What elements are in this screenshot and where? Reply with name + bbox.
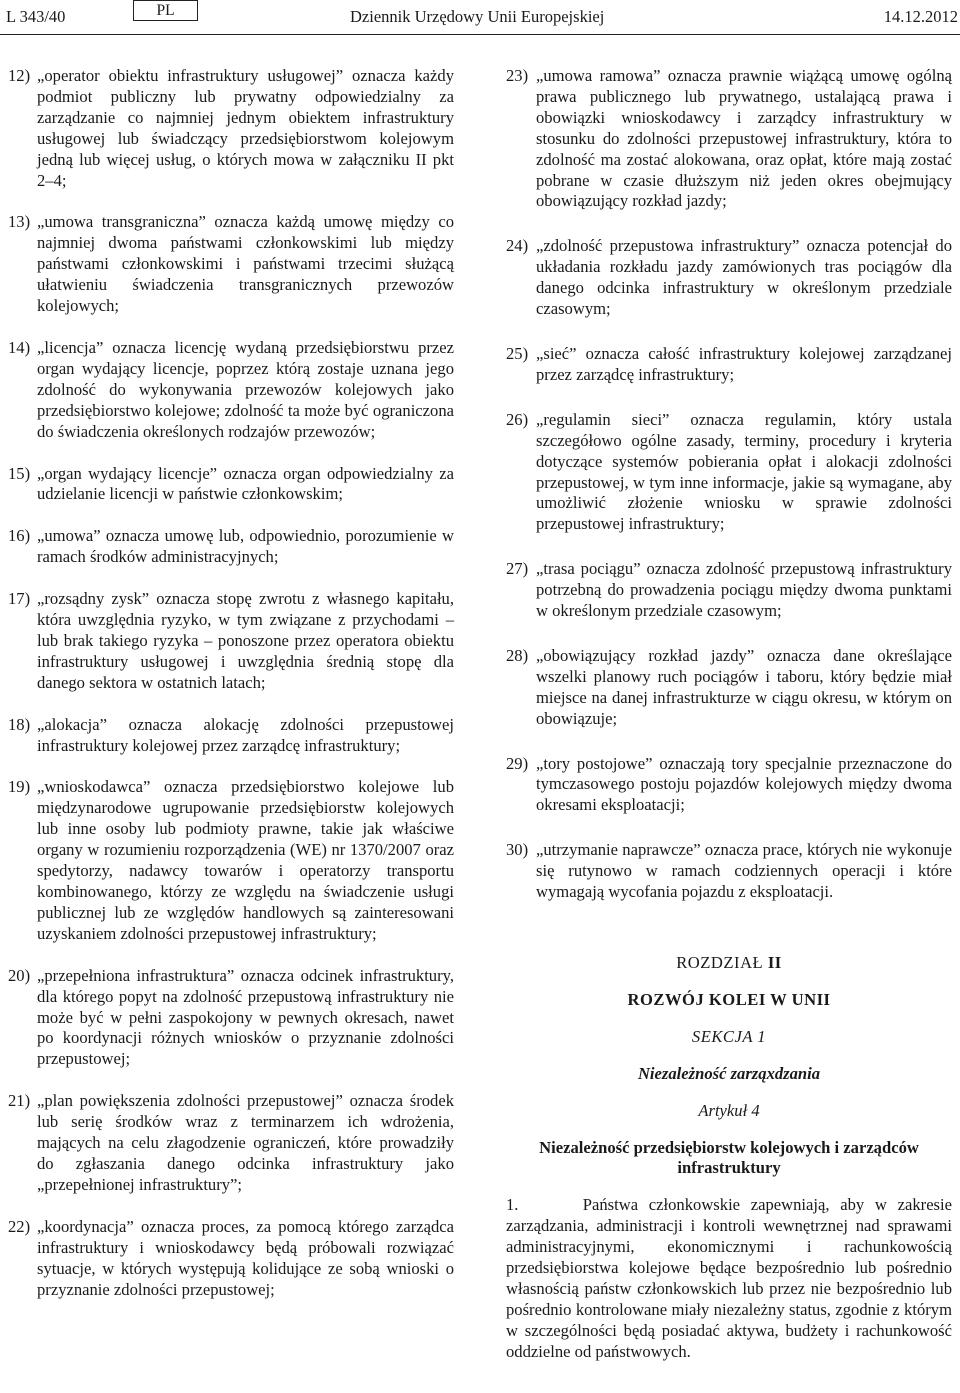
definition-item: 21) „plan powiększenia zdolności przepustowej” oznacza środek lub serię środków wraz z terminarzem ich wdrożenia, mających na celu złagodzenie ograniczeń, które prowadziły do zgłaszania danego odcinka infrastruktury jako „przepełnionej infrastruktury”;: [8, 1091, 454, 1194]
right-column: [506, 66, 957, 1363]
page-number: L 343/40: [6, 7, 66, 26]
definition-item: 17) „rozsądny zysk” oznacza stopę zwrotu z własnego kapitału, która uwzględnia ryzyko, w tym związane z przychodami – lub brak takiego ryzyka – ponoszone przez operatora obiektu infrastruktury usługowej i uwzględnia średnią stopę dla danego sektora w ostatnich latach;: [8, 589, 454, 692]
definition-item: 27) „trasa pociągu” oznacza zdolność przepustową infrastruktury potrzebną do prowadzenia pociągu między dwoma punktami w określonym przedziale czasowym;: [506, 559, 952, 621]
definition-item: 19) „wnioskodawca” oznacza przedsiębiorstwo kolejowe lub międzynarodowe ugrupowanie przedsiębiorstw kolejowych lub inne osoby lub podmioty prawne, takie jak właściwe organy w rozumieniu rozporządzenia (WE) nr 1370/2007 oraz spedytorzy, nadawcy towarów i operatorzy transportu kombinowanego, którzy ze względu na świadczenie usługi publicznej lub ze względów handlowych są zainteresowani uzyskaniem zdolności przepustowej infrastruktury;: [8, 777, 454, 943]
definition-item: 12) „operator obiektu infrastruktury usługowej” oznacza każdy podmiot publiczny lub prywatny odpowiedzialny za zarządzanie co najmniej jednym obiektem infrastruktury usługowej lub świadczący przedsiębiorstwom kolejowym jedną lub więcej usług, o których mowa w załączniku II pkt 2–4;: [8, 66, 454, 190]
definition-item: 26) „regulamin sieci” oznacza regulamin, który ustala szczegółowo ogólne zasady, terminy, procedury i kryteria dotyczące systemów pobierania opłat i alokacji zdolności przepustowej, w tym inne informacje, jakie są wymagane, aby umożliwić złożenie wniosku w sprawie zdolności przepustowej infrastruktury;: [506, 409, 952, 534]
definition-item: 25) „sieć” oznacza całość infrastruktury kolejowej zarządzanej przez zarządcę infrastruktury;: [506, 343, 952, 384]
chapter-title: ROZWÓJ KOLEI W UNII: [627, 989, 831, 1009]
page-header: [0, 0, 960, 35]
definition-item: 29) „tory postojowe” oznaczają tory specjalnie przeznaczone do tymczasowego postoju pojazdów kolejowych między dwoma okresami eksploatacji;: [506, 753, 952, 815]
definition-item: 22) „koordynacja” oznacza proces, za pomocą którego zarządca infrastruktury i wnioskodawcy będą próbowali rozwiązać sytuacje, w których występują kolidujące ze sobą wnioski o przyznanie zdolności przepustowej;: [8, 1216, 454, 1299]
definition-item: 13) „umowa transgraniczna” oznacza każdą umowę między co najmniej dwoma państwami członkowskimi lub między państwami członkowskimi i państwami trzecimi służącą ułatwieniu świadczenia transgranicznych przewozów kolejowych;: [8, 212, 454, 316]
journal-title: Dziennik Urzędowy Unii Europejskiej: [350, 7, 605, 26]
definition-item: 20) „przepełniona infrastruktura” oznacza odcinek infrastruktury, dla którego popyt na zdolność przepustową infrastruktury nie może być w pełni zaspokojony w pewnych okresach, nawet po koordynacji różnych wniosków o przyznanie zdolności przepustowej;: [8, 965, 454, 1069]
left-column: [8, 66, 454, 1300]
language-badge: PL: [133, 0, 198, 21]
article-heading: Artykuł 4: [698, 1100, 760, 1120]
section-title: Niezależność zarząxdzania: [637, 1063, 821, 1083]
definition-item: 15) „organ wydający licencje” oznacza organ odpowiedzialny za udzielanie licencji w państwie członkowskim;: [8, 463, 454, 504]
section-heading: SEKCJA 1: [691, 1026, 767, 1046]
definition-item: 30) „utrzymanie naprawcze” oznacza prace, których nie wykonuje się rutynowo w ramach codziennych operacji i które wymagają wycofania pojazdu z eksploatacji.: [506, 840, 952, 902]
definition-item: 23) „umowa ramowa” oznacza prawnie wiążącą umowę ogólną prawa publicznego lub prywatnego, ustalającą prawa i obowiązki wnioskodawcy i zarządcy infrastruktury w stosunku do zdolności przepustowej infrastruktury, która to zdolność ma zostać alokowana, oraz opłat, które mają zostać pobrane w czasie dłuższym niż jeden okres obejmujący obowiązujący rozkład jazdy;: [506, 66, 952, 211]
definition-item: 14) „licencja” oznacza licencję wydaną przedsiębiorstwu przez organ wydający licencje, poprzez którą zostaje uznana jego zdolność do wykonywania przewozów kolejowych jako przedsiębiorstwo kolejowe; zdolność ta może być ograniczona do świadczenia określonych rodzajów przewozów;: [8, 337, 454, 441]
publication-date: 14.12.2012: [883, 7, 958, 26]
article-paragraph: 1. Państwa członkowskie zapewniają, aby w zakresie zarządzania, administracji i kontroli wewnętrznej nad sprawami administracyjnymi, ekonomicznymi i rachunkowością przedsiębiorstwa kolejowe będące bezpośrednio lub pośrednio własnością państw członkowskich lub przez nie bezpośrednio lub pośrednio kontrolowane miały niezależny status, zgodnie z którym w szczególności będą posiadać aktywa, budżety i rachunkowość oddzielne od państwowych.: [506, 1195, 957, 1361]
definition-item: 16) „umowa” oznacza umowę lub, odpowiednio, porozumienie w ramach środków administracyjnych;: [8, 526, 454, 567]
definition-item: 18) „alokacja” oznacza alokację zdolności przepustowej infrastruktury kolejowej przez zarządcę infrastruktury;: [8, 714, 454, 755]
article-title: Niezależność przedsiębiorstw kolejowych i zarządców infrastruktury: [539, 1137, 919, 1178]
definition-item: 28) „obowiązujący rozkład jazdy” oznacza dane określające wszelki planowy ruch pociągów i taboru, który będzie miał miejsce na danej infrastrukturze w ciągu okresu, w którym on obowiązuje;: [506, 645, 952, 728]
chapter-heading: ROZDZIAŁ II: [676, 953, 782, 972]
definition-item: 24) „zdolność przepustowa infrastruktury” oznacza potencjał do układania rozkładu jazdy zamówionych tras pociągów dla danego odcinka infrastruktury w określonym przedziale czasowym;: [506, 236, 952, 319]
